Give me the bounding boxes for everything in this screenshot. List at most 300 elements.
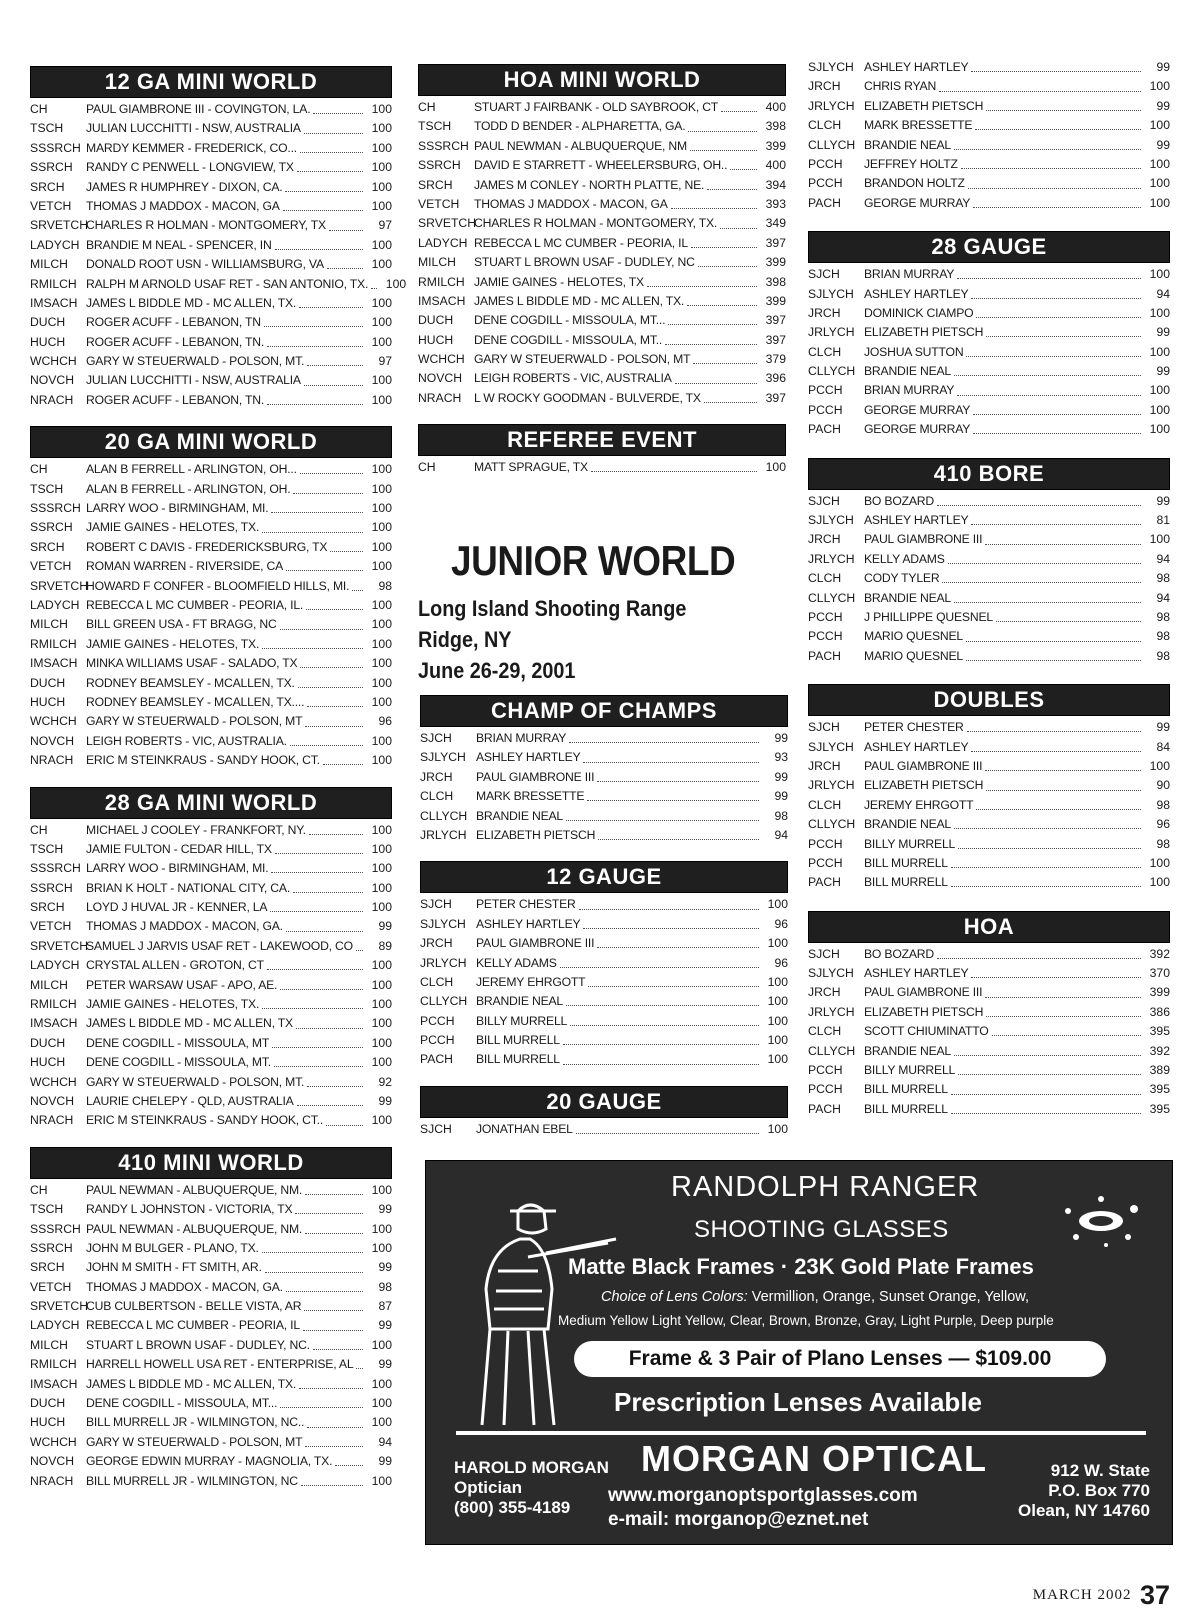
section-title: 20 GAUGE: [420, 1086, 788, 1118]
shooter-name: RANDY L JOHNSTON - VICTORIA, TX: [86, 1202, 293, 1217]
section-referee-event: [418, 424, 786, 479]
result-row: [30, 1299, 392, 1318]
class-code: SRVETCH: [30, 218, 89, 233]
section-title: HOA: [808, 911, 1170, 943]
result-row: [808, 118, 1170, 137]
leader-dots: [971, 71, 1141, 72]
result-row: [30, 1377, 392, 1396]
ad-lens-colors-line-1: [601, 1289, 1029, 1305]
ad-address-line-3: Olean, NY 14760: [1018, 1501, 1150, 1520]
junior-world-location: Ridge, NY: [418, 627, 512, 652]
leader-dots: [301, 1485, 363, 1486]
leader-dots: [976, 317, 1141, 318]
class-code: NRACH: [30, 1113, 74, 1128]
result-row: [30, 257, 392, 276]
shooter-name: MINKA WILLIAMS USAF - SALADO, TX: [86, 656, 298, 671]
result-row: [418, 255, 786, 274]
shooter-name: ROGER ACUFF - LEBANON, TN.: [86, 392, 265, 407]
class-code: SJCH: [420, 731, 452, 745]
class-code: SJCH: [808, 267, 840, 282]
leader-dots: [948, 563, 1141, 564]
leader-dots: [299, 1388, 363, 1389]
leader-dots: [985, 544, 1141, 545]
result-row: [808, 138, 1170, 157]
shooter-name: BRANDIE NEAL: [864, 1043, 952, 1058]
leader-dots: [668, 324, 757, 325]
class-code: WCHCH: [30, 354, 77, 369]
class-code: TSCH: [30, 481, 64, 496]
shooter-name: ALAN B FERRELL - ARLINGTON, OH...: [86, 462, 297, 477]
class-code: SRCH: [30, 539, 65, 554]
class-code: JRLYCH: [420, 955, 467, 970]
class-code: CLLYCH: [808, 1043, 856, 1058]
result-row: [30, 656, 392, 675]
leader-dots: [270, 911, 363, 912]
result-row: [808, 1063, 1170, 1082]
score: 100: [371, 179, 392, 194]
class-code: TSCH: [30, 121, 64, 136]
shooter-name: GEORGE MURRAY: [864, 422, 971, 437]
score: 100: [371, 675, 392, 690]
score: 94: [1156, 551, 1170, 566]
result-row: [420, 731, 788, 750]
shooter-name: DENE COGDILL - MISSOULA, MT.: [86, 1055, 271, 1070]
result-row: [30, 335, 392, 354]
ad-contact: [454, 1458, 609, 1518]
result-row: [30, 676, 392, 695]
result-row: [30, 1222, 392, 1241]
leader-dots: [297, 171, 363, 172]
ad-email: e-mail: morganop@eznet.net: [608, 1509, 869, 1530]
class-code: CLCH: [420, 789, 454, 804]
shooter-name: BILL MURRELL: [476, 1033, 560, 1048]
class-code: JRLYCH: [808, 778, 855, 793]
score: 100: [371, 295, 392, 310]
shooter-name: PAUL GIAMBRONE III: [476, 936, 595, 951]
shooter-name: BO BOZARD: [864, 493, 934, 508]
class-code: SRVETCH: [30, 938, 89, 953]
result-row: [808, 740, 1170, 759]
result-row: [808, 1044, 1170, 1063]
result-row: [30, 1454, 392, 1473]
result-row: [808, 985, 1170, 1004]
result-row: [30, 1435, 392, 1454]
score: 99: [378, 1454, 392, 1469]
score: 100: [1149, 422, 1170, 437]
result-row: [30, 1241, 392, 1260]
shooter-name: JAMIE FULTON - CEDAR HILL, TX: [86, 841, 272, 856]
result-row: [420, 917, 788, 936]
score: 100: [371, 1415, 392, 1430]
result-row: [420, 1052, 788, 1071]
result-row: [30, 1202, 392, 1221]
result-row: [808, 798, 1170, 817]
result-row: [30, 559, 392, 578]
score: 100: [371, 636, 392, 651]
shooter-name: MARDY KEMMER - FREDERICK, CO...: [86, 140, 297, 155]
ad-phone: (800) 355-4189: [454, 1498, 571, 1517]
class-code: JRLYCH: [808, 325, 855, 340]
shooter-name: JULIAN LUCCHITTI - NSW, AUSTRALIA: [86, 373, 301, 388]
result-row: [808, 552, 1170, 571]
class-code: SJLYCH: [808, 966, 854, 981]
class-code: IMSACH: [30, 1376, 78, 1391]
class-code: IMSACH: [30, 1016, 78, 1031]
leader-dots: [691, 247, 757, 248]
junior-world-dates: June 26-29, 2001: [418, 658, 576, 683]
class-code: MILCH: [30, 257, 68, 272]
leader-dots: [598, 839, 759, 840]
result-row: [418, 371, 786, 390]
score: 99: [774, 731, 788, 745]
result-row: [30, 1183, 392, 1202]
score: 386: [1149, 1004, 1170, 1019]
shooter-name: PAUL GIAMBRONE III: [864, 758, 983, 773]
leader-dots: [690, 150, 757, 151]
class-code: CLLYCH: [808, 364, 856, 379]
result-row: [418, 139, 786, 158]
result-row: [418, 333, 786, 352]
result-row: [30, 520, 392, 539]
column-1: [30, 66, 407, 1507]
class-code: SSSRCH: [30, 501, 81, 516]
class-code: HUCH: [418, 332, 454, 347]
score: 399: [765, 255, 786, 270]
score: 100: [385, 276, 407, 291]
result-row: [420, 809, 788, 828]
score: 100: [371, 520, 392, 535]
class-code: VETCH: [30, 1279, 72, 1294]
shooter-name: BRANDIE NEAL: [476, 994, 564, 1009]
score: 100: [371, 1396, 392, 1411]
class-code: CLLYCH: [808, 817, 856, 832]
shooter-name: HOWARD F CONFER - BLOOMFIELD HILLS, MI.: [86, 578, 350, 593]
leader-dots: [313, 1349, 363, 1350]
shooter-name: DAVID E STARRETT - WHEELERSBURG, OH..: [474, 158, 728, 173]
class-code: JRCH: [808, 758, 841, 773]
shooter-name: PAUL GIAMBRONE III: [864, 985, 983, 1000]
class-code: VETCH: [30, 198, 72, 213]
leader-dots: [985, 997, 1141, 998]
score: 81: [1156, 513, 1170, 528]
result-row: [30, 373, 392, 392]
shooter-name: BILL GREEN USA - FT BRAGG, NC: [86, 617, 277, 632]
result-row: [30, 354, 392, 373]
score: 397: [765, 235, 786, 250]
score: 99: [378, 1357, 392, 1372]
ad-frames: Matte Black Frames · 23K Gold Plate Frames: [568, 1254, 1034, 1279]
class-code: JRCH: [808, 79, 841, 94]
class-code: CLCH: [808, 571, 842, 586]
class-code: DUCH: [30, 315, 66, 330]
class-code: NRACH: [30, 753, 74, 768]
leader-dots: [992, 1035, 1141, 1036]
class-code: PACH: [808, 422, 841, 437]
score: 99: [1156, 493, 1170, 508]
leader-dots: [951, 867, 1141, 868]
shooter-name: JAMIE GAINES - HELOTES, TX.: [86, 636, 260, 651]
result-row: [420, 975, 788, 994]
class-code: NRACH: [30, 392, 74, 407]
class-code: NRACH: [30, 1473, 74, 1488]
class-code: PCCH: [420, 1033, 455, 1048]
result-row: [808, 720, 1170, 739]
score: 100: [767, 974, 788, 989]
shooter-name: BILL MURRELL: [864, 855, 948, 870]
score: 100: [371, 656, 392, 671]
shooter-name: ASHLEY HARTLEY: [476, 916, 581, 931]
result-row: [808, 856, 1170, 875]
result-row: [808, 759, 1170, 778]
result-row: [418, 100, 786, 119]
shooter-name: PAUL NEWMAN - ALBUQUERQUE, NM.: [86, 1182, 303, 1197]
leader-dots: [286, 931, 363, 932]
shooter-name: PAUL NEWMAN - ALBUQUERQUE, NM: [474, 138, 687, 153]
leader-dots: [966, 660, 1141, 661]
class-code: MILCH: [30, 1337, 68, 1352]
shooter-name: JAMIE GAINES - HELOTES, TX: [474, 274, 644, 289]
score: 100: [1149, 532, 1170, 547]
leader-dots: [698, 266, 757, 267]
leader-dots: [371, 288, 377, 289]
score: 394: [765, 177, 786, 192]
leader-dots: [264, 326, 363, 327]
leader-dots: [300, 152, 363, 153]
leader-dots: [720, 228, 757, 229]
shooter-name: BO BOZARD: [864, 946, 934, 961]
shooter-name: BILL MURRELL: [864, 875, 948, 890]
class-code: PCCH: [808, 629, 843, 644]
score: 100: [1149, 758, 1170, 773]
score: 397: [765, 313, 786, 328]
score: 96: [774, 955, 788, 970]
score: 400: [765, 158, 786, 173]
shooter-name: BRANDIE NEAL: [864, 137, 952, 152]
leader-dots: [954, 1055, 1141, 1056]
result-row: [30, 1113, 392, 1132]
class-code: SJLYCH: [808, 60, 854, 74]
result-row: [808, 837, 1170, 856]
class-code: CLLYCH: [420, 994, 468, 1009]
score: 100: [371, 315, 392, 330]
class-code: WCHCH: [30, 1434, 77, 1449]
shooter-name: BRANDIE NEAL: [476, 808, 564, 823]
shooter-name: GARY W STEUERWALD - POLSON, MT: [474, 352, 691, 367]
score: 100: [371, 841, 392, 856]
class-code: PCCH: [808, 855, 843, 870]
class-code: RMILCH: [30, 276, 77, 291]
score: 98: [774, 808, 788, 823]
leader-dots: [986, 790, 1141, 791]
score: 399: [1149, 985, 1170, 1000]
score: 98: [1156, 609, 1170, 624]
leader-dots: [356, 950, 363, 951]
result-row: [420, 770, 788, 789]
class-code: LADYCH: [30, 1318, 80, 1333]
leader-dots: [560, 967, 759, 968]
class-code: JRCH: [808, 985, 841, 1000]
leader-dots: [967, 731, 1141, 732]
score: 87: [378, 1299, 392, 1314]
junior-world-venue: Long Island Shooting Range: [418, 596, 687, 621]
leader-dots: [271, 512, 363, 513]
class-code: CLLYCH: [808, 137, 856, 152]
score: 100: [371, 1376, 392, 1391]
score: 99: [774, 769, 788, 784]
result-row: [808, 79, 1170, 98]
morgan-optical-advertisement: [425, 1160, 1173, 1545]
leader-dots: [976, 809, 1141, 810]
result-row: [418, 178, 786, 197]
result-row: [30, 315, 392, 334]
leader-dots: [298, 687, 363, 688]
class-code: CLLYCH: [420, 808, 468, 823]
score: 99: [378, 919, 392, 934]
shooter-name: ROGER ACUFF - LEBANON, TN.: [86, 334, 265, 349]
leader-dots: [335, 1465, 363, 1466]
score: 392: [1149, 1043, 1170, 1058]
score: 99: [1156, 720, 1170, 735]
class-code: RMILCH: [30, 1357, 77, 1372]
result-row: [30, 296, 392, 315]
section-12ga-mini-world: [30, 66, 407, 412]
result-row: [418, 352, 786, 371]
result-row: [420, 994, 788, 1013]
result-row: [30, 997, 392, 1016]
class-code: CH: [30, 102, 48, 116]
class-code: SJLYCH: [420, 916, 466, 931]
shooter-name: RODNEY BEAMSLEY - MCALLEN, TX.: [86, 675, 295, 690]
result-row: [30, 823, 392, 842]
class-code: RMILCH: [30, 997, 77, 1012]
section-title: HOA MINI WORLD: [418, 64, 786, 96]
result-row: [808, 364, 1170, 383]
leader-dots: [569, 742, 759, 743]
result-row: [30, 637, 392, 656]
shooter-name: CHARLES R HOLMAN - MONTGOMERY, TX: [86, 218, 326, 233]
score: 100: [1149, 156, 1170, 171]
shooter-name: PETER CHESTER: [476, 897, 576, 912]
leader-dots: [313, 113, 363, 114]
result-row: [808, 513, 1170, 532]
result-row: [808, 947, 1170, 966]
ad-website: www.morganoptsportglasses.com: [608, 1485, 918, 1506]
page-number: 37: [1139, 1580, 1170, 1610]
leader-dots: [307, 365, 363, 366]
score: 99: [774, 789, 788, 804]
section-20-gauge-continued: [808, 60, 1170, 215]
shooter-name: PAUL GIAMBRONE III - COVINGTON, LA.: [86, 102, 311, 116]
score: 389: [1149, 1063, 1170, 1078]
section-20ga-mini-world: [30, 426, 392, 772]
leader-dots: [985, 770, 1141, 771]
leader-dots: [971, 524, 1141, 525]
shooter-name: JAMES L BIDDLE MD - MC ALLEN, TX.: [86, 295, 297, 310]
result-row: [418, 313, 786, 332]
class-code: WCHCH: [418, 352, 465, 367]
shooter-name: JAMIE GAINES - HELOTES, TX.: [86, 997, 260, 1012]
leader-dots: [262, 648, 363, 649]
score: 100: [371, 1182, 392, 1197]
column-3: [808, 60, 1170, 1135]
class-code: JRLYCH: [420, 827, 467, 842]
score: 99: [378, 1260, 392, 1275]
score: 100: [767, 1033, 788, 1048]
leader-dots: [971, 751, 1141, 752]
section-410-mini-world: [30, 1147, 392, 1493]
result-row: [808, 345, 1170, 364]
result-row: [420, 1014, 788, 1033]
section-28ga-mini-world: [30, 787, 392, 1133]
section-hoa-mini-world: [418, 64, 786, 410]
shooter-name: GARY W STEUERWALD - POLSON, MT: [86, 714, 303, 729]
shooter-name: ASHLEY HARTLEY: [476, 750, 581, 765]
class-code: SJLYCH: [420, 750, 466, 765]
class-code: PACH: [808, 875, 841, 890]
leader-dots: [285, 191, 363, 192]
shooter-name: JOHN M BULGER - PLANO, TX.: [86, 1240, 259, 1255]
leader-dots: [305, 1233, 363, 1234]
leader-dots: [275, 249, 363, 250]
shooter-name: JULIAN LUCCHITTI - NSW, AUSTRALIA: [86, 121, 301, 136]
result-row: [808, 60, 1170, 79]
class-code: CH: [418, 100, 436, 114]
result-row: [30, 1094, 392, 1113]
leader-dots: [647, 286, 757, 287]
leader-dots: [973, 414, 1141, 415]
leader-dots: [957, 278, 1141, 279]
result-row: [30, 734, 392, 753]
leader-dots: [296, 1028, 363, 1029]
shooter-name: LOYD J HUVAL JR - KENNER, LA: [86, 900, 268, 915]
leader-dots: [272, 1047, 363, 1048]
score: 400: [765, 100, 786, 114]
class-code: NOVCH: [418, 371, 463, 386]
class-code: CLCH: [420, 974, 454, 989]
shooter-name: LEIGH ROBERTS - VIC, AUSTRALIA.: [86, 733, 287, 748]
shooter-name: STUART L BROWN USAF - DUDLEY, NC.: [86, 1337, 310, 1352]
ad-contact-title: Optician: [454, 1478, 523, 1497]
result-row: [418, 158, 786, 177]
shooter-name: BRANDIE M NEAL - SPENCER, IN: [86, 237, 272, 252]
score: 398: [765, 119, 786, 134]
score: 90: [1156, 778, 1170, 793]
result-row: [30, 695, 392, 714]
score: 100: [371, 900, 392, 915]
score: 96: [378, 714, 392, 729]
result-row: [808, 629, 1170, 648]
score: 100: [371, 753, 392, 768]
class-code: SSRCH: [418, 158, 461, 173]
shooter-name: ELIZABETH PIETSCH: [476, 827, 596, 842]
section-20-gauge: [420, 1086, 788, 1141]
shooter-name: ROMAN WARREN - RIVERSIDE, CA: [86, 559, 284, 574]
score: 349: [765, 216, 786, 231]
shooter-name: ASHLEY HARTLEY: [864, 966, 969, 981]
class-code: SJCH: [420, 897, 452, 912]
result-row: [808, 875, 1170, 894]
leader-dots: [563, 1044, 759, 1045]
leader-dots: [957, 395, 1141, 396]
shooter-illustration-icon: [448, 1181, 618, 1431]
shooter-name: MARK BRESSETTE: [476, 789, 585, 804]
result-row: [30, 462, 392, 481]
shooter-name: MARIO QUESNEL: [864, 629, 963, 644]
score: 379: [765, 352, 786, 367]
score: 100: [1149, 875, 1170, 890]
result-row: [30, 180, 392, 199]
class-code: DUCH: [30, 1035, 66, 1050]
